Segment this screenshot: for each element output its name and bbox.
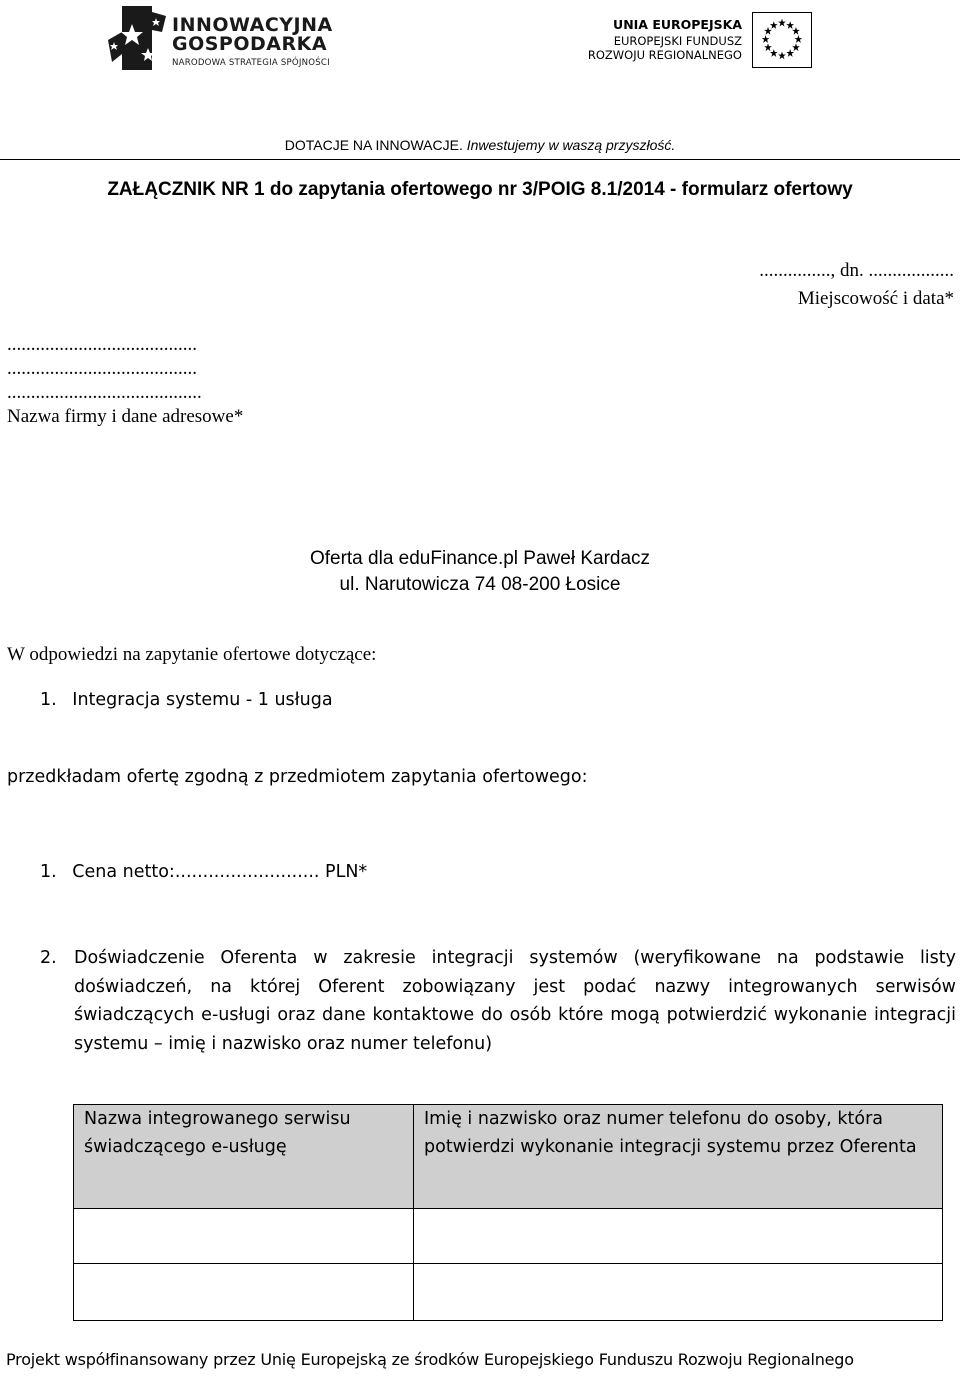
scope-item-number: 1. <box>40 690 57 710</box>
experience-item-number: 2. <box>40 948 57 968</box>
sender-label: Nazwa firmy i dane adresowe* <box>7 406 244 427</box>
table-header-contact: Imię i nazwisko oraz numer telefonu do osoby, która potwierdzi wykonanie integracji systemu przez Oferenta <box>414 1105 943 1209</box>
logo-brand-line2: GOSPODARKA <box>172 33 328 55</box>
recipient-line-2: ul. Narutowicza 74 08-200 Łosice <box>339 574 621 595</box>
logo-brand-line1: INNOWACYJNA <box>172 14 333 36</box>
recipient-line-1: Oferta dla eduFinance.pl Paweł Kardacz <box>309 548 651 569</box>
eu-logo-line3: ROZWOJU REGIONALNEGO <box>587 48 742 62</box>
sender-block <box>7 333 243 429</box>
table-header-row <box>74 1105 943 1209</box>
innowacyjna-gospodarka-logo <box>108 2 338 74</box>
logo-subtitle: NARODOWA STRATEGIA SPÓJNOŚCI <box>172 58 330 68</box>
table-row <box>74 1264 943 1321</box>
recipient-block <box>0 546 960 598</box>
place-date-label: Miejscowość i data* <box>797 288 954 309</box>
tagline-italic: Inwestujemy w waszą przyszłość. <box>466 137 676 153</box>
sender-line-3: ......................................... <box>7 382 202 403</box>
scope-item-text: Integracja systemu - 1 usługa <box>72 690 333 710</box>
innowacyjna-gospodarka-emblem-icon <box>108 2 166 74</box>
table-cell-service[interactable] <box>74 1209 414 1264</box>
experience-item-text: Doświadczenie Oferenta w zakresie integracji systemów (weryfikowane na podstawie listy doświadczeń, na której Oferent zobowiązany jest podać nazwy integrowanych serwisów świadczących e-usługi oraz dane kontaktowe do osób które mogą potwierdzić wykonanie integracji systemu – imię i nazwisko oraz numer telefonu) <box>74 948 956 1054</box>
tagline-plain: DOTACJE NA INNOWACJE. <box>284 137 463 153</box>
eu-logo-line2: EUROPEJSKI FUNDUSZ <box>613 34 742 48</box>
offer-intro: przedkładam ofertę zgodną z przedmiotem zapytania ofertowego: <box>7 767 588 787</box>
price-item-text: Cena netto:.......................... PLN* <box>72 862 368 882</box>
logo-brand-text <box>172 16 333 54</box>
table-header-service: Nazwa integrowanego serwisu świadczącego e-usługę <box>74 1105 414 1209</box>
reply-intro: W odpowiedzi na zapytanie ofertowe dotyczące: <box>7 644 377 665</box>
tagline <box>0 137 960 153</box>
place-date-block <box>759 257 954 313</box>
table-cell-contact[interactable] <box>414 1264 943 1321</box>
table-row <box>74 1209 943 1264</box>
table-cell-service[interactable] <box>74 1264 414 1321</box>
references-table <box>73 1104 943 1321</box>
document-title: ZAŁĄCZNIK NR 1 do zapytania ofertowego nr 3/POIG 8.1/2014 - formularz ofertowy <box>107 179 853 200</box>
price-item <box>40 862 367 882</box>
table-cell-contact[interactable] <box>414 1209 943 1264</box>
price-item-number: 1. <box>40 862 57 882</box>
place-date-field: ..............., dn. .................. <box>759 260 954 281</box>
eu-logo <box>574 12 814 72</box>
eu-logo-line1: UNIA EUROPEJSKA <box>613 17 742 32</box>
eu-flag-icon <box>752 12 812 68</box>
sender-line-2: ........................................ <box>7 358 197 379</box>
header-divider <box>0 159 960 160</box>
sender-line-1: ........................................ <box>7 334 197 355</box>
scope-item <box>40 690 333 710</box>
footer-note: Projekt współfinansowany przez Unię Europejską ze środków Europejskiego Funduszu Rozwoju Regionalnego <box>6 1350 854 1369</box>
